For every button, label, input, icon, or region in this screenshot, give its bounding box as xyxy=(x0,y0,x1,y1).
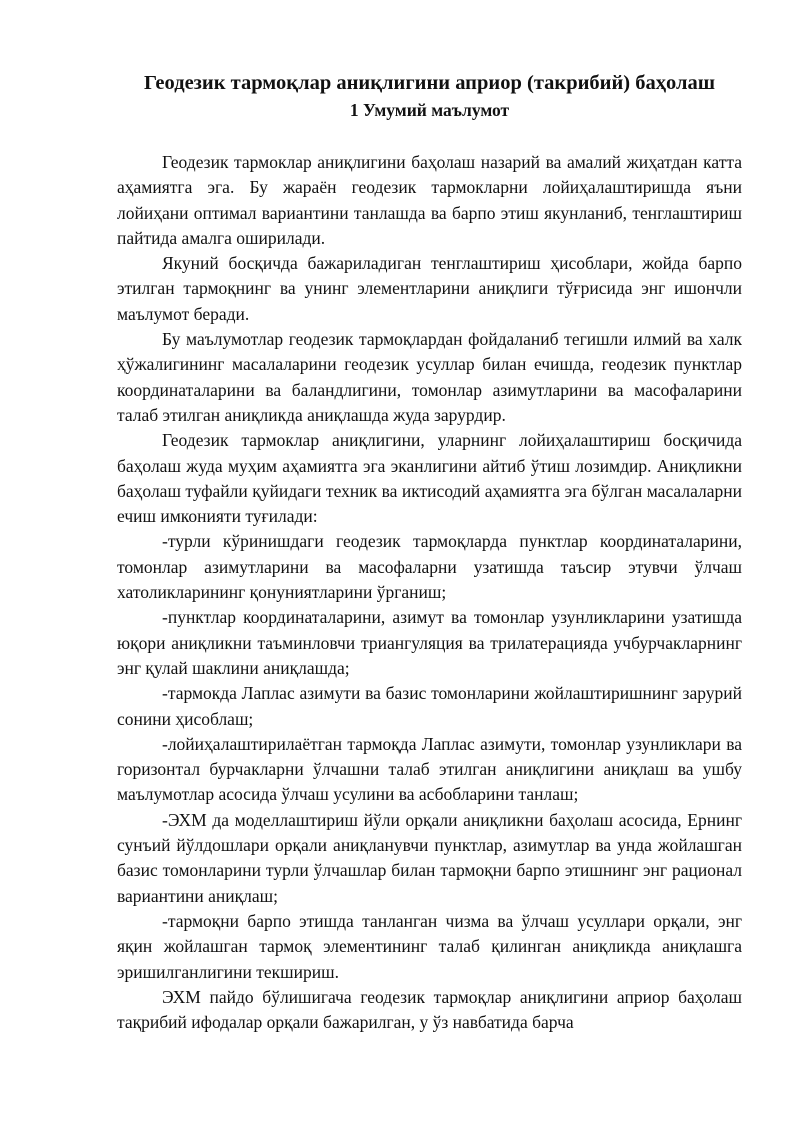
paragraph: Геодезик тармоклар аниқлигини баҳолаш назарий ва амалий жиҳатдан катта аҳамиятга эга. Бу жараён геодезик тармокларни лойиҳалаштиришда яъни лойиҳани оптимал вариантини танлашда ва барпо этиш якунланиб, тенглаштириш пайтида амалга оширилади. xyxy=(117,152,742,248)
section-subtitle: 1 Умумий маълумот xyxy=(349,100,510,120)
list-item: -турли кўринишдаги геодезик тармоқларда пунктлар координаталарини, томонлар азимутларини ва масофаларни узатишда таъсир этувчи ўлчаш хатоликларининг қонуниятларини ўрганиш; xyxy=(117,531,742,603)
list-item: -лойиҳалаштирилаётган тармоқда Лаплас азимути, томонлар узунликлари ва горизонтал бурчакларни ўлчашни талаб этилган аниқлигини аниқлаш ва ушбу маълумотлар асосида ўлчаш усулини ва асбобларини танлаш; xyxy=(117,733,742,805)
document-body xyxy=(117,150,742,1035)
document-title: Геодезик тармоқлар аниқлигини априор (такрибий) баҳолаш xyxy=(143,72,716,94)
list-item: -тармокда Лаплас азимути ва базис томонларини жойлаштиришнинг зарурий сонини ҳисоблаш; xyxy=(117,683,742,729)
list-item: -пунктлар координаталарини, азимут ва томонлар узунликларини узатишда юқори аниқликни таъминловчи триангуляция ва трилатерацияда учбурчакларнинг энг қулай шаклини аниқлашда; xyxy=(117,607,742,678)
paragraph: ЭХМ пайдо бўлишигача геодезик тармоқлар аниқлигини априор баҳолаш тақрибий ифодалар орқали бажарилган, у ўз навбатида барча xyxy=(117,986,742,1033)
paragraph: Якуний босқичда бажариладиган тенглаштириш ҳисоблари, жойда барпо этилган тармоқнинг ва унинг элементларини аниқлиги тўғрисида энг ишончли маълумот беради. xyxy=(117,253,742,324)
list-item: -тармоқни барпо этишда танланган чизма ва ўлчаш усуллари орқали, энг яқин жойлашган тармоқ элементининг талаб қилинган аниқликда аниқлашга эришилганлигини текшириш. xyxy=(117,910,742,982)
list-item: -ЭХМ да моделлаштириш йўли орқали аниқликни баҳолаш асосида, Ернинг сунъий йўлдошлари орқали аниқланувчи пунктлар, азимутлар ва унда жойлашган базис томонларини турли ўлчашлар билан тармоқни барпо этишнинг энг рационал вариантини аниқлаш; xyxy=(117,809,742,906)
paragraph: Бу маълумотлар геодезик тармоқлардан фойдаланиб тегишли илмий ва халк ҳўжалигининг масалаларини геодезик усуллар билан ечишда, геодезик пунктлар координаталарини ва баландлигини, томонлар азимутларини ва масофаларини талаб этилган аниқликда аниқлашда жуда зарурдир. xyxy=(117,329,742,425)
document-page xyxy=(117,70,742,1035)
paragraph: Геодезик тармоклар аниқлигини, уларнинг лойиҳалаштириш босқичида баҳолаш жуда муҳим аҳамиятга эга эканлигини айтиб ўтиш лозимдир. Аниқликни баҳолаш туфайли қуйидаги техник ва иктисодий аҳамиятга эга бўлган масалаларни ечиш имконияти туғилади: xyxy=(117,430,742,527)
